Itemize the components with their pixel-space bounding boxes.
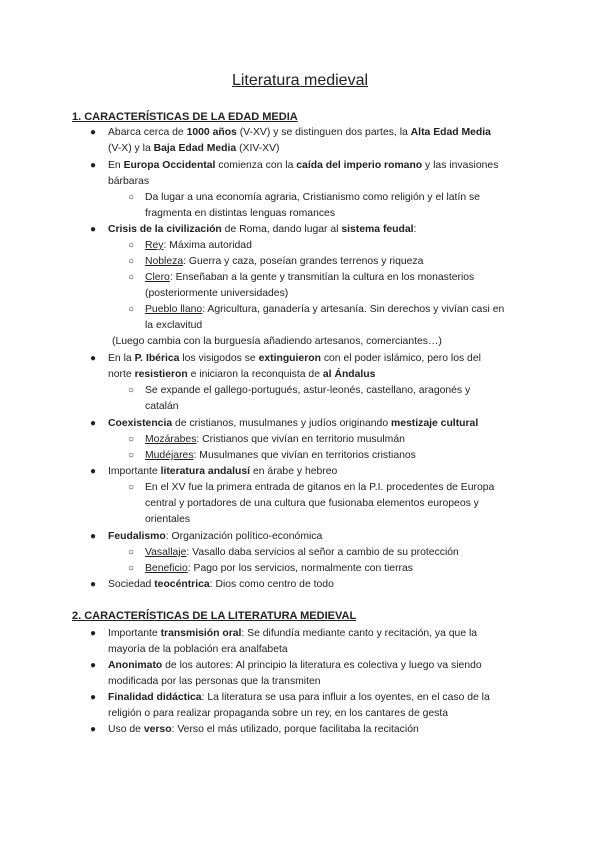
bullet-icon: ● bbox=[90, 353, 97, 364]
bullet-icon: ● bbox=[90, 579, 97, 590]
bullet-icon: ● bbox=[90, 531, 97, 542]
list-item: Sociedad teocéntrica: Dios como centro de todo bbox=[108, 579, 334, 590]
sub-list-item: Clero: Enseñaban a la gente y transmitían la cultura en los monasterios bbox=[145, 272, 475, 283]
sub-list-item: Vasallaje: Vasallo daba servicios al señor a cambio de su protección bbox=[145, 547, 459, 558]
bullet-icon: ● bbox=[90, 628, 97, 639]
list-item: Anonimato de los autores: Al principio la literatura es colectiva y luego va siendo bbox=[108, 660, 482, 671]
sub-bullet-icon: ○ bbox=[128, 547, 135, 558]
bullet-icon: ● bbox=[90, 466, 97, 477]
sub-bullet-icon: ○ bbox=[128, 256, 135, 267]
sub-bullet-icon: ○ bbox=[128, 240, 135, 251]
list-item: Importante transmisión oral: Se difundía mediante canto y recitación, ya que la bbox=[108, 628, 478, 639]
list-item: Coexistencia de cristianos, musulmanes y judíos originando mestizaje cultural bbox=[108, 418, 479, 429]
bullet-icon: ● bbox=[90, 160, 97, 171]
sub-list-item: Se expande el gallego-portugués, astur-leonés, castellano, aragonés y bbox=[145, 385, 471, 396]
sub-bullet-icon: ○ bbox=[128, 192, 135, 203]
sub-list-item-continuation: fragmenta en distintas lenguas romances bbox=[145, 208, 336, 219]
sub-list-item-continuation: (posteriormente universidades) bbox=[145, 288, 289, 299]
list-item-continuation: modificada por las personas que la transmiten bbox=[108, 676, 321, 687]
sub-list-item: Pueblo llano: Agricultura, ganadería y artesanía. Sin derechos y vivían casi en bbox=[145, 304, 505, 315]
section-2-heading: 2. CARACTERÍSTICAS DE LA LITERATURA MEDIEVAL bbox=[72, 610, 357, 622]
bullet-icon: ● bbox=[90, 660, 97, 671]
list-item-continuation: norte resistieron e iniciaron la reconquista de al Ándalus bbox=[108, 369, 376, 380]
list-item-continuation: bárbaras bbox=[108, 176, 150, 187]
sub-list-item: Rey: Máxima autoridad bbox=[145, 240, 252, 251]
sub-list-item: Mudéjares: Musulmanes que vivían en territorios cristianos bbox=[145, 450, 416, 461]
bullet-icon: ● bbox=[90, 692, 97, 703]
list-item: En Europa Occidental comienza con la caída del imperio romano y las invasiones bbox=[108, 160, 499, 171]
list-item: Crisis de la civilización de Roma, dando lugar al sistema feudal: bbox=[108, 224, 417, 235]
sub-bullet-icon: ○ bbox=[128, 482, 135, 493]
sub-list-item-continuation: central y portadores de una cultura que fusionaba elementos europeos y bbox=[145, 498, 479, 509]
section-1-heading: 1. CARACTERÍSTICAS DE LA EDAD MEDIA bbox=[72, 111, 298, 123]
sub-bullet-icon: ○ bbox=[128, 434, 135, 445]
list-item-continuation: religión o para realizar propaganda sobre un rey, en los cantares de gesta bbox=[108, 708, 449, 719]
bullet-icon: ● bbox=[90, 224, 97, 235]
note-text: (Luego cambia con la burguesía añadiendo artesanos, comerciantes…) bbox=[112, 336, 442, 347]
sub-list-item: Mozárabes: Cristianos que vivían en territorio musulmán bbox=[145, 434, 405, 445]
sub-list-item-continuation: catalán bbox=[145, 401, 179, 412]
list-item-continuation: mayoría de la población era analfabeta bbox=[108, 644, 288, 655]
list-item-continuation: (V-X) y la Baja Edad Media (XIV-XV) bbox=[108, 143, 280, 154]
list-item: Importante literatura andalusí en árabe y hebreo bbox=[108, 466, 338, 477]
sub-list-item: Da lugar a una economía agraria, Cristianismo como religión y el latín se bbox=[145, 192, 480, 203]
list-item: Finalidad didáctica: La literatura se usa para influir a los oyentes, en el caso de la bbox=[108, 692, 490, 703]
sub-list-item: En el XV fue la primera entrada de gitanos en la P.I. procedentes de Europa bbox=[145, 482, 495, 493]
list-item: Uso de verso: Verso el más utilizado, porque facilitaba la recitación bbox=[108, 724, 419, 735]
sub-bullet-icon: ○ bbox=[128, 563, 135, 574]
sub-bullet-icon: ○ bbox=[128, 450, 135, 461]
sub-bullet-icon: ○ bbox=[128, 272, 135, 283]
page-title: Literatura medieval bbox=[231, 72, 369, 89]
sub-bullet-icon: ○ bbox=[128, 304, 135, 315]
list-item: Feudalismo: Organización político-económica bbox=[108, 531, 323, 542]
bullet-icon: ● bbox=[90, 418, 97, 429]
bullet-icon: ● bbox=[90, 127, 97, 138]
list-item: Abarca cerca de 1000 años (V-XV) y se distinguen dos partes, la Alta Edad Media bbox=[108, 127, 491, 138]
sub-list-item-continuation: la exclavitud bbox=[145, 320, 203, 331]
sub-list-item-continuation: orientales bbox=[145, 514, 191, 525]
list-item: En la P. Ibérica los visigodos se extinguieron con el poder islámico, pero los del bbox=[108, 353, 481, 364]
bullet-icon: ● bbox=[90, 724, 97, 735]
sub-list-item: Beneficio: Pago por los servicios, normalmente con tierras bbox=[145, 563, 413, 574]
sub-list-item: Nobleza: Guerra y caza, poseían grandes terrenos y riqueza bbox=[145, 256, 424, 267]
sub-bullet-icon: ○ bbox=[128, 385, 135, 396]
